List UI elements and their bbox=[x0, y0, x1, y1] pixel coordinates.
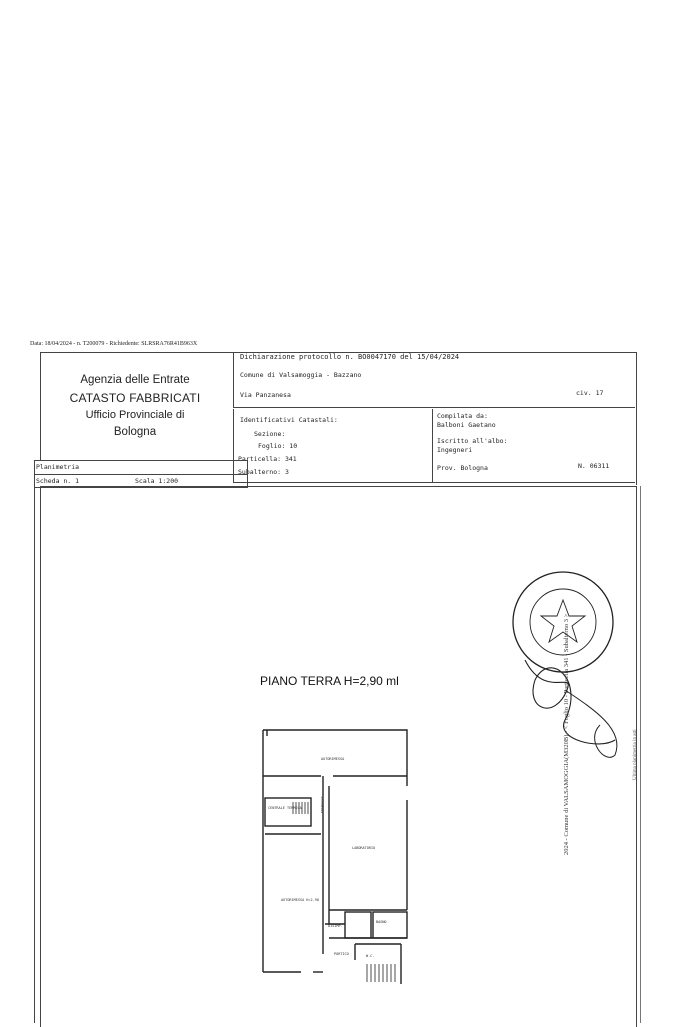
identificativi-title: Identificativi Catastali: bbox=[240, 416, 338, 424]
side-ultima: Ultima planimetria in atti bbox=[633, 729, 638, 780]
professional-stamp bbox=[505, 560, 645, 770]
comune-text: Comune di Valsamoggia - Bazzano bbox=[240, 371, 362, 379]
compilata-title: Compilata da: bbox=[437, 412, 488, 420]
room-centrale: CENTRALE TERMICA bbox=[268, 806, 302, 810]
room-laboratorio: LABORATORIO bbox=[352, 846, 376, 850]
room-portico: PORTICO bbox=[334, 952, 349, 956]
scheda-label: Scheda n. 1 bbox=[36, 477, 80, 485]
room-bagno: BAGNO bbox=[376, 920, 387, 924]
prov-label: Prov. Bologna bbox=[437, 464, 488, 472]
outer-left-rule bbox=[34, 486, 35, 1023]
subalterno-label: Subalterno: 3 bbox=[238, 468, 289, 476]
ufficio-city: Bologna bbox=[113, 426, 157, 438]
agency-box bbox=[40, 353, 231, 461]
request-line: Data: 18/04/2024 - n. T200079 - Richiedente: SLRSRA76R41B963X bbox=[30, 341, 198, 347]
foglio-label: Foglio: 10 bbox=[258, 442, 298, 450]
address-text: Via Panzanesa bbox=[240, 391, 291, 399]
iscritto-label: Iscritto all'albo: bbox=[437, 437, 508, 445]
compilata-name: Balboni Gaetano bbox=[437, 421, 496, 429]
room-wc: W.C. bbox=[366, 954, 375, 958]
numero-label: N. 06311 bbox=[578, 462, 610, 470]
agency-name: Agenzia delle Entrate bbox=[80, 374, 190, 386]
sezione-label: Sezione: bbox=[254, 430, 286, 438]
room-autorimessa-left: AUTORIMESSA H=2.90 bbox=[281, 898, 319, 902]
civic-text: civ. 17 bbox=[576, 389, 604, 397]
declaration-text: Dichiarazione protocollo n. BO0047170 del 15/04/2024 bbox=[240, 353, 460, 361]
plan-title: PIANO TERRA H=2,90 ml bbox=[260, 674, 399, 688]
catasto-title: CATASTO FABBRICATI bbox=[69, 391, 201, 405]
particella-label: Particella: 341 bbox=[238, 455, 297, 463]
room-disimpegno: DISIMP. bbox=[328, 924, 343, 928]
floor-plan bbox=[255, 724, 415, 984]
side-footer-text: 2024 - Comune di VALSAMOGGIA(M320B) - < Foglio 10 - Particella 341 - Subalterno 3 > bbox=[563, 613, 570, 855]
room-autorimessa-top: AUTORIMESSA bbox=[321, 757, 345, 761]
albo-label: Ingegneri bbox=[437, 446, 473, 454]
planimetria-label: Planimetria bbox=[36, 463, 80, 471]
declaration-box bbox=[233, 353, 635, 408]
room-ingresso: INGRESSO bbox=[320, 796, 325, 814]
scala-label: Scala 1:200 bbox=[135, 477, 179, 485]
ufficio-line: Ufficio Provinciale di bbox=[85, 409, 185, 421]
